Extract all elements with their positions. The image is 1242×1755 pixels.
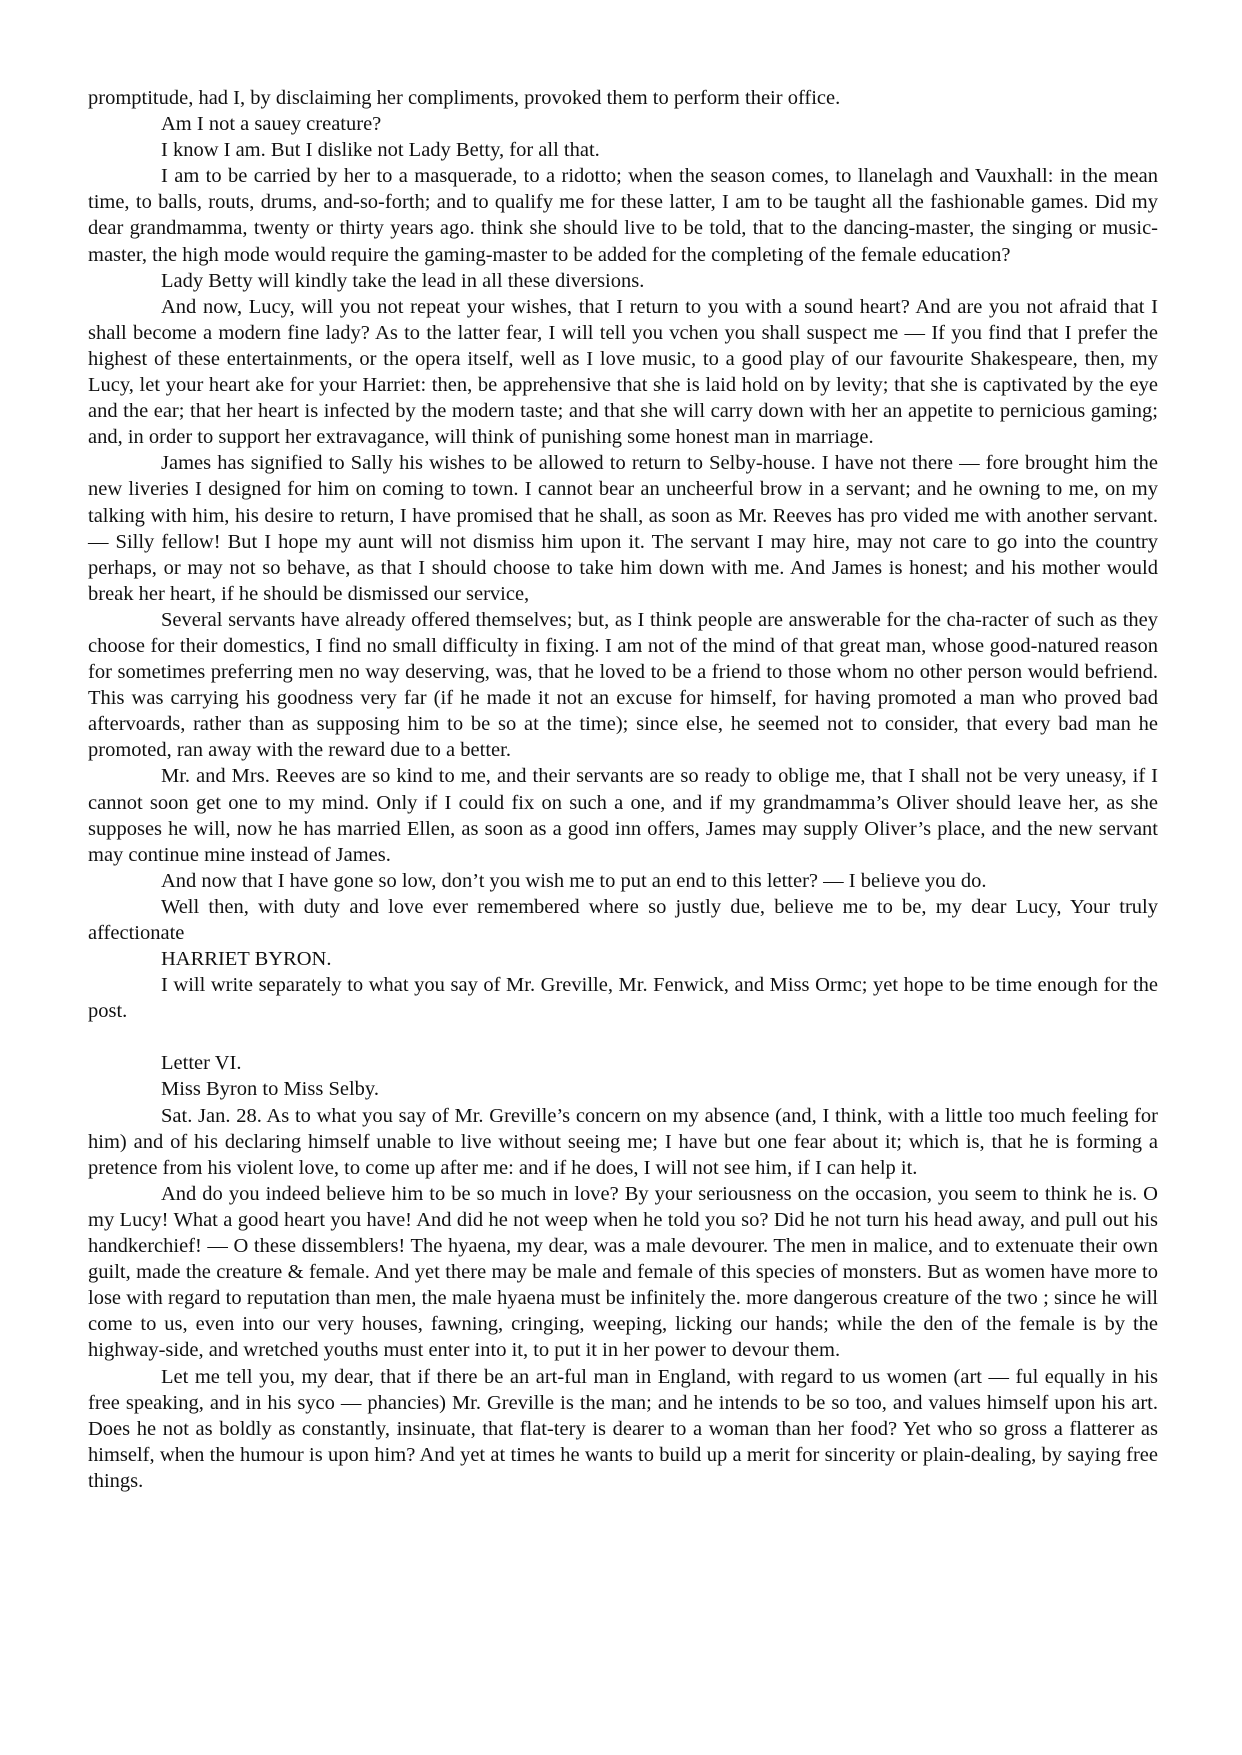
paragraph: Am I not a sauey creature? bbox=[161, 113, 382, 136]
postscript: I will write separately to what you say of Mr. Greville, Mr. Fenwick, and Miss Ormc; yet hope to be time enough for the post. bbox=[88, 974, 1158, 1023]
paragraph: And do you indeed believe him to be so much in love? By your seriousness on the occasion, you seem to think he is. O my Lucy! What a good heart you have! And did he not weep when he told you so? Did he not turn his head away, and pull out his handkerchief! — O these dissemblers! The hyaena, my dear, was a male devourer. The men in malice, and to extenuate their own guilt, made the creature & female. And yet there may be male and female of this species of monsters. But as women have more to lose with regard to reputation than men, the male hyaena must be infinitely the. more dangerous creature of the two ; since he will come to us, even into our very houses, fawning, cringing, weeping, licking our hands; while the den of the female is by the highway-side, and wretched youths must enter into it, to put it in her power to devour them. bbox=[88, 1182, 1158, 1362]
paragraph: And now that I have gone so low, don’t you wish me to put an end to this letter? — I believe you do. bbox=[161, 869, 987, 892]
paragraph: James has signified to Sally his wishes to be allowed to return to Selby-house. I have not there — fore brought him the new liveries I designed for him on coming to town. I cannot bear an uncheerful brow in a servant; and he owning to me, on my talking with him, his desire to return, I have promised that he shall, as soon as Mr. Reeves has pro vided me with another servant. — Silly fellow! But I hope my aunt will not dismiss him upon it. The servant I may hire, may not care to go into the country perhaps, or may not so behave, as that I should choose to take him down with me. And James is honest; and his mother would break her heart, if he should be dismissed our service, bbox=[88, 452, 1158, 605]
document-page bbox=[88, 85, 1158, 1494]
letter-addressee: Miss Byron to Miss Selby. bbox=[161, 1078, 379, 1101]
paragraph: And now, Lucy, will you not repeat your wishes, that I return to you with a sound heart? And are you not afraid that I shall become a modern fine lady? As to the latter fear, I will tell you vchen you shall suspect me — If you find that I prefer the highest of these entertainments, or the opera itself, well as I love music, to a good play of our favourite Shakespeare, then, my Lucy, let your heart ake for your Harriet: then, be apprehensive that she is laid hold on by levity; that she is captivated by the eye and the ear; that her heart is infected by the modern taste; and that she will carry down with her an appetite to pernicious gaming; and, in order to support her extravagance, will think of punishing some honest man in marriage. bbox=[88, 295, 1158, 449]
paragraph: Let me tell you, my dear, that if there be an art-ful man in England, with regard to us women (art — ful equally in his free speaking, and in his syco — phancies) Mr. Greville is the man; and he intends to be so too, and values himself upon his art. Does he not as boldly as constantly, insinuate, that flat-tery is dearer to a woman than her food? Yet who so gross a flatterer as himself, when the humour is upon him? And yet at times he wants to build up a merit for sincerity or plain-dealing, by saying free things. bbox=[88, 1365, 1158, 1492]
paragraph: I am to be carried by her to a masquerade, to a ridotto; when the season comes, to llanelagh and Vauxhall: in the mean time, to balls, routs, drums, and-so-forth; and to qualify me for these latter, I am to be taught all the fashionable games. Did my dear grandmamma, twenty or thirty years ago. think she should live to be told, that to the dancing-master, the singing or music-master, the high mode would require the gaming-master to be added for the completing of the female education? bbox=[88, 165, 1158, 266]
letter-heading: Letter VI. bbox=[161, 1052, 242, 1075]
paragraph: Lady Betty will kindly take the lead in all these diversions. bbox=[161, 269, 645, 292]
section-gap bbox=[88, 1024, 1158, 1050]
paragraph: Sat. Jan. 28. As to what you say of Mr. Greville’s concern on my absence (and, I think, with a little too much feeling for him) and of his declaring himself unable to live without seeing me; I have but one fear about it; which is, that he is forming a pretence from his violent love, to come up after me: and if he does, I will not see him, if I can help it. bbox=[88, 1104, 1158, 1179]
signature: HARRIET BYRON. bbox=[161, 948, 332, 971]
paragraph: Several servants have already offered themselves; but, as I think people are answerable for the cha-racter of such as they choose for their domestics, I find no small difficulty in fixing. I am not of the mind of that great man, whose good-natured reason for sometimes preferring men no way deserving, was, that he loved to be a friend to those whom no other person would befriend. This was carrying his goodness very far (if he made it not an excuse for himself, for having promoted a man who proved bad aftervoards, rather than as supposing him to be so at the time); since else, he seemed not to consider, that every bad man he promoted, ran away with the reward due to a better. bbox=[88, 608, 1158, 762]
paragraph: Well then, with duty and love ever remembered where so justly due, believe me to be, my dear Lucy, Your truly affectionate bbox=[88, 895, 1158, 944]
paragraph: Mr. and Mrs. Reeves are so kind to me, and their servants are so ready to oblige me, that I shall not be very uneasy, if I cannot soon get one to my mind. Only if I could fix on such a one, and if my grandmamma’s Oliver should leave her, as she supposes he will, now he has married Ellen, as soon as a good inn offers, James may supply Oliver’s place, and the new servant may continue mine instead of James. bbox=[88, 765, 1158, 866]
paragraph: promptitude, had I, by disclaiming her compliments, provoked them to perform their office. bbox=[88, 87, 841, 109]
paragraph: I know I am. But I dislike not Lady Betty, for all that. bbox=[161, 139, 600, 162]
